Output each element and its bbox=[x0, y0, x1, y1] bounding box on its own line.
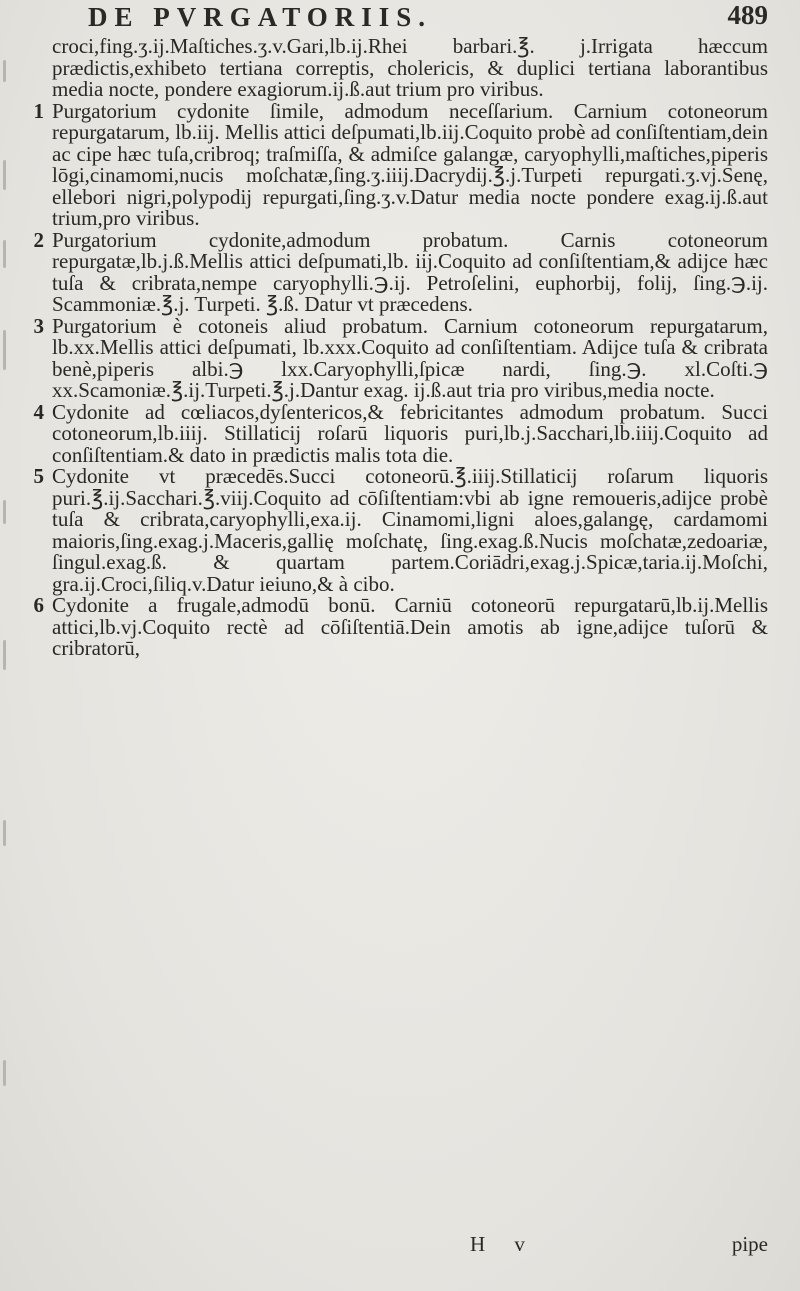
paragraph bbox=[33, 464, 768, 596]
paragraph-text: croci,fing.ʒ.ij.Maſtiches.ʒ.v.Gari,lb.ij.Rhei barbari.℥. j.Irrigata hæccum prædictis,exhibeto tertiana correptis, cholericis, & duplici tertiana laborantibus media nocte, pondere exagiorum.ij.ß.aut trium pro viribus. bbox=[52, 34, 768, 101]
running-title: DE PVRGATORIIS. bbox=[88, 2, 433, 32]
gutter-mark bbox=[3, 160, 6, 190]
paragraph-text: Purgatorium è cotoneis aliud probatum. Carnium cotoneorum repurgatarum, lb.xx.Mellis attici deſpumati, lb.xxx.Coquito ad conſiſtentiam. Adijce tuſa & cribrata benè,piperis albi.℈ lxx.Caryophylli,ſpicæ nardi, ſing.℈. xl.Coſti.℈ xx.Scamoniæ.℥.ij.Turpeti.℥.j.Dantur exag. ij.ß.aut tria pro viribus,media nocte. bbox=[52, 313, 768, 402]
paragraph bbox=[33, 98, 768, 230]
page-footer bbox=[52, 1232, 768, 1256]
gutter-mark bbox=[3, 1060, 6, 1086]
body-text bbox=[33, 34, 768, 660]
paragraph-number: 4 bbox=[33, 399, 44, 424]
paragraph-text: Purgatorium cydonite ſimile, admodum neceſſarium. Carnium cotoneorum repurgatarum, lb.iij. Mellis attici deſpumati,lb.iij.Coquito probè ad conſiſtentiam,dein ac cipe hæc tuſa,cribroq; traſmiſſa, & admiſce galangæ, caryophylli,maſtiches,piperis lōgi,cinamomi,nucis moſchatæ,ſing.ʒ.iiij.Dacrydij.℥.j.Turpeti repurgati.ʒ.vj.Senę, ellebori nigri,polypodij repurgati,ſing.ʒ.v.Datur media nocte pondere exag.ij.ß.aut trium,pro viribus. bbox=[52, 98, 768, 230]
signature-mark: H v bbox=[470, 1232, 537, 1256]
gutter-mark bbox=[3, 500, 6, 524]
paragraph-number: 6 bbox=[33, 593, 44, 617]
gutter-mark bbox=[3, 60, 6, 82]
paragraph bbox=[33, 593, 768, 660]
gutter-mark bbox=[3, 240, 6, 268]
paragraph-text: Cydonite vt præcedēs.Succi cotoneorū.℥.iiij.Stillaticij roſarum liquoris puri.℥.ij.Sacchari.℥.viij.Coquito ad cōſiſtentiam:vbi ab igne remoueris,adijce probè tuſa & cribrata,caryophylli,exa.ij. Cinamomi,ligni aloes,galangę, cardamomi maioris,ſing.exag.j.Maceris,gallię moſchatę, ſing.exag.ß.Nucis moſchatæ,zedoariæ, ſingul.exag.ß. & quartam partem.Coriādri,exag.j.Spicæ,taria.ij.Moſchi, gra.ij.Croci,ſiliq.v.Datur ieiuno,& à cibo. bbox=[52, 464, 768, 596]
paragraph-text: Cydonite ad cœliacos,dyſentericos,& febricitantes admodum probatum. Succi cotoneorum,lb.iiij. Stillaticij roſarū liquoris puri,lb.j.Sacchari,lb.iiij.Coquito ad conſiſtentiam.& dato in prædictis malis tota die. bbox=[52, 399, 768, 467]
paragraph-number: 3 bbox=[33, 313, 44, 338]
gutter-mark bbox=[3, 820, 6, 846]
page-number: 489 bbox=[727, 0, 768, 30]
paragraph bbox=[33, 313, 768, 402]
paragraph-number: 2 bbox=[33, 227, 44, 252]
gutter-shadow bbox=[0, 0, 24, 1291]
catchword: pipe bbox=[731, 1232, 768, 1256]
paragraph-number: 1 bbox=[33, 98, 44, 123]
gutter-mark bbox=[3, 640, 6, 670]
paragraph-text: Purgatorium cydonite,admodum probatum. Carnis cotoneorum repurgatæ,lb.j.ß.Mellis attici deſpumati,lb. iij.Coquito ad conſiſtentiam,& adijce hæc tuſa & cribrata,nempe caryophylli.℈.ij. Petroſelini, euphorbij, folij, ſing.℈.ij. Scammoniæ.℥.j. Turpeti. ℥.ß. Datur vt præcedens. bbox=[52, 227, 768, 316]
paragraph-number: 5 bbox=[33, 464, 44, 488]
paragraph bbox=[52, 36, 768, 101]
paragraph bbox=[33, 399, 768, 467]
gutter-mark bbox=[3, 330, 6, 370]
paragraph bbox=[33, 227, 768, 316]
paragraph-text: Cydonite a frugale,admodū bonū. Carniū cotoneorū repurgatarū,lb.ij.Mellis attici,lb.vj.Coquito rectè ad cōſiſtentiā.Dein amotis ab igne,adijce tuſorū & cribratorū, bbox=[52, 593, 768, 660]
